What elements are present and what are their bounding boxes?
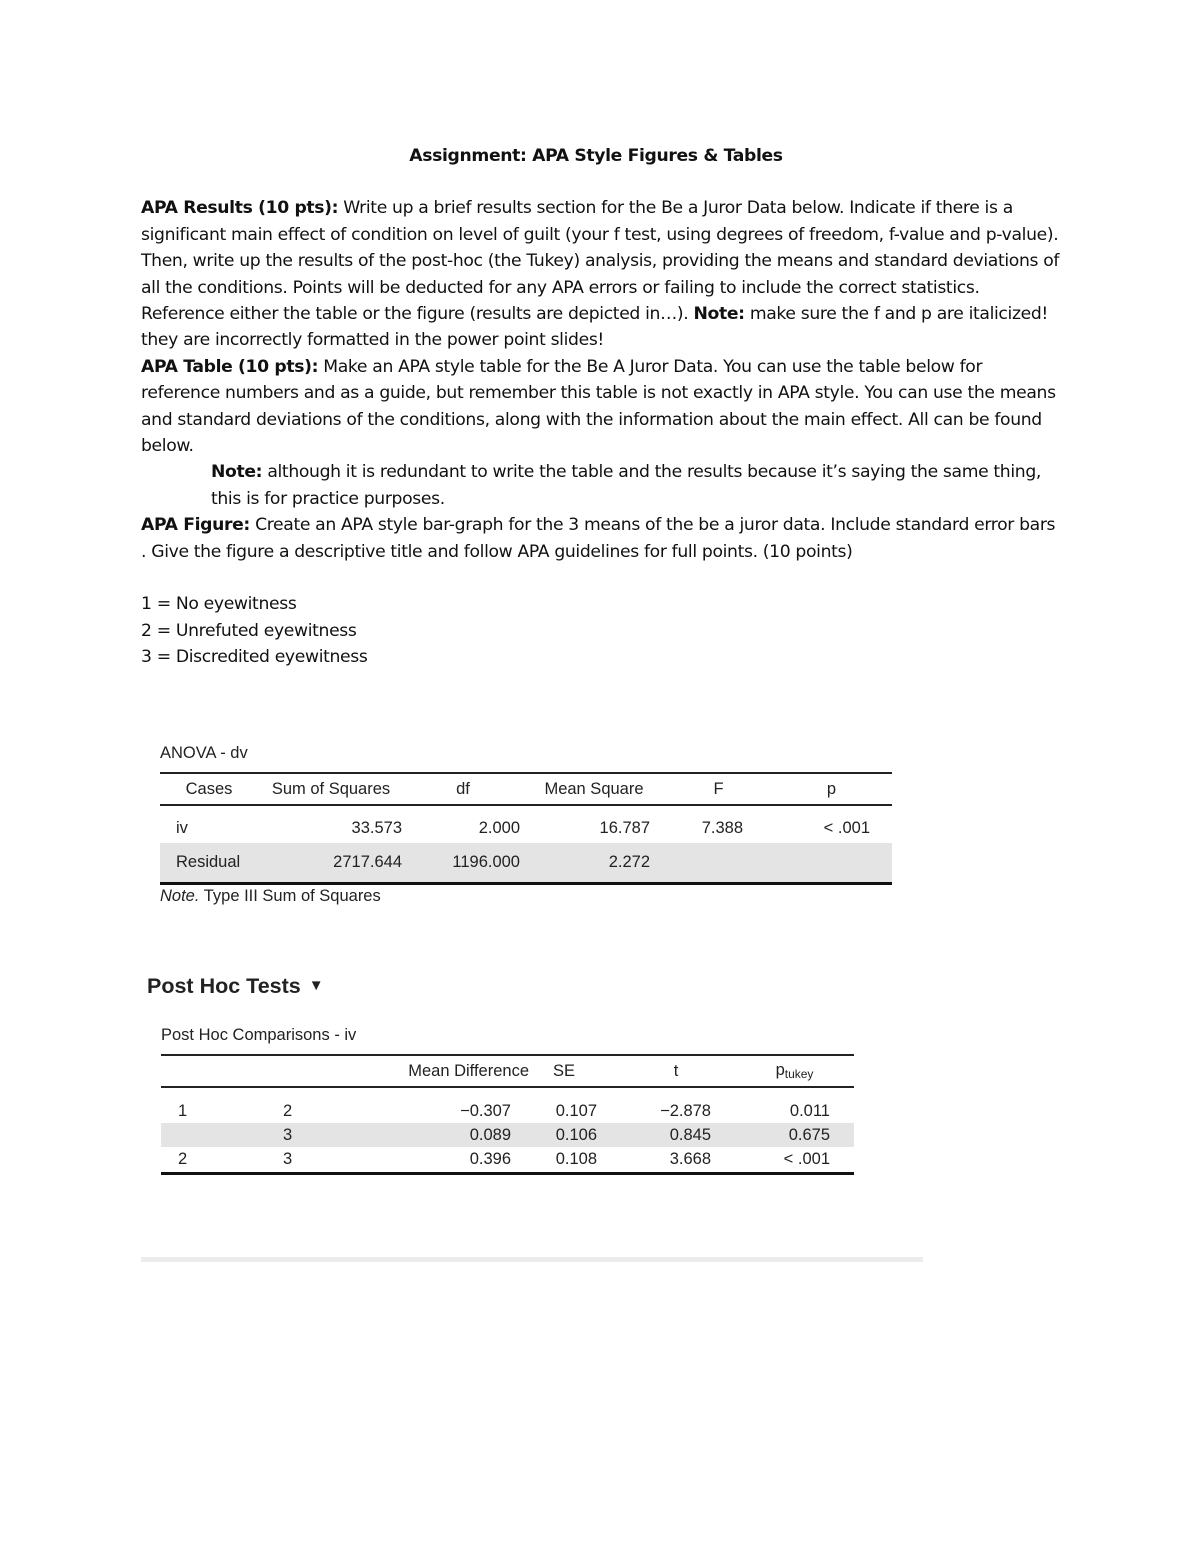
indent-note-text: although it is redundant to write the table and the results because it’s saying the same thing, this is for practice purposes. [211,462,1041,509]
table-row [161,1147,854,1173]
anova-header-ss: Sum of Squares [258,773,404,805]
anova-cell: 2.272 [522,843,666,883]
anova-cell: 7.388 [701,818,743,837]
figure-task-label: APA Figure: [141,515,250,536]
horizontal-divider [141,1257,923,1262]
results-label: APA Results (10 pts): [141,198,339,219]
posthoc-header-empty [271,1055,371,1087]
posthoc-cell: 0.396 [371,1147,511,1173]
anova-cell: < .001 [823,818,870,837]
posthoc-cell: 0.675 [735,1123,854,1147]
table-row [160,843,892,883]
results-text: Write up a brief results section for the Be a Juror Data below. Indicate if there is a significant main effect of condition on level of guilt (your f test, using degrees of freedom, f-value and p-value). Then, write up the results of the post-hoc (the Tukey) analysis, providing the means and standard deviations of all the conditions. Points will be deducted for any APA errors or failing to include the correct statistics. Reference either the table or the figure (results are depicted in…). [141,198,1060,325]
anova-note-text: Type III Sum of Squares [203,886,381,905]
table-row [161,1123,854,1147]
posthoc-cell: 0.845 [617,1123,735,1147]
condition-codes [141,591,1061,670]
condition-code-1: 1 = No eyewitness [141,594,297,615]
posthoc-header-row [161,1055,854,1087]
posthoc-cell: 1 [178,1101,188,1120]
posthoc-table [161,1054,854,1175]
document-title: Assignment: APA Style Figures & Tables [409,146,783,166]
posthoc-cell: 0.011 [789,1101,830,1120]
collapse-triangle-icon[interactable]: ▼ [308,977,324,994]
anova-cell [771,843,892,883]
results-instructions [141,195,1061,353]
posthoc-cell: 3 [271,1147,371,1173]
anova-header-cases: Cases [160,773,258,805]
indented-note [141,459,1061,512]
posthoc-header-empty [161,1055,271,1087]
anova-cell [666,843,771,883]
posthoc-cell: 2 [283,1101,293,1120]
results-note-text: make sure the f and p are italicized! they are incorrectly formatted in the power point slides! [141,304,1048,351]
table-task-text: Make an APA style table for the Be A Juror Data. You can use the table below for reference numbers and as a guide, but remember this table is not exactly in APA style. You can use the means and standard deviations of the conditions, along with the information about the main effect. All can be found below. [141,356,1056,457]
anova-header-row [160,773,892,805]
anova-cell: 16.787 [599,818,650,837]
anova-table-block [160,744,892,906]
anova-header-df: df [404,773,522,805]
posthoc-cell: −0.307 [460,1101,511,1120]
posthoc-cell: 0.106 [511,1123,617,1147]
anova-header-ms: Mean Square [522,773,666,805]
indent-note-label: Note: [211,462,263,483]
anova-title: ANOVA - dv [160,744,248,762]
posthoc-header-t: t [617,1055,735,1087]
anova-header-p: p [771,773,892,805]
posthoc-header-se: SE [511,1055,617,1087]
table-instructions [141,354,1061,460]
post-hoc-heading[interactable] [147,974,324,999]
posthoc-cell: 0.089 [371,1123,511,1147]
anova-cell: Residual [160,843,258,883]
posthoc-title: Post Hoc Comparisons - iv [161,1026,357,1044]
anova-table [160,772,892,885]
anova-header-f: F [666,773,771,805]
anova-cell: 2717.644 [258,843,404,883]
results-note-label: Note: [693,304,745,325]
posthoc-cell: 0.107 [555,1101,597,1120]
posthoc-cell: 2 [161,1147,271,1173]
figure-task-text: Create an APA style bar-graph for the 3 means of the be a juror data. Include standard error bars . Give the figure a descriptive title and follow APA guidelines for full points. (10 points) [141,515,1056,562]
posthoc-cell: 3.668 [617,1147,735,1173]
post-hoc-heading-text: Post Hoc Tests [147,974,301,998]
anova-cell: 33.573 [351,818,402,837]
posthoc-cell: 0.108 [511,1147,617,1173]
anova-note [160,887,892,906]
assignment-document [141,143,1061,670]
table-task-label: APA Table (10 pts): [141,356,319,377]
anova-cell: 2.000 [478,818,520,837]
posthoc-cell [161,1123,271,1147]
table-row [160,813,892,843]
posthoc-header-ptukey: $p_{tukey}$ [735,1055,854,1087]
anova-cell: 1196.000 [404,843,522,883]
condition-code-2: 2 = Unrefuted eyewitness [141,620,357,641]
posthoc-cell: 3 [271,1123,371,1147]
posthoc-header-mean-diff: Mean Difference [371,1055,511,1087]
figure-instructions [141,512,1061,565]
posthoc-cell: < .001 [735,1147,854,1173]
anova-note-label: Note. [160,886,200,905]
posthoc-table-block [161,1026,854,1175]
anova-cell: iv [176,818,188,837]
condition-code-3: 3 = Discredited eyewitness [141,646,368,667]
table-row [161,1099,854,1123]
posthoc-cell: −2.878 [660,1101,711,1120]
